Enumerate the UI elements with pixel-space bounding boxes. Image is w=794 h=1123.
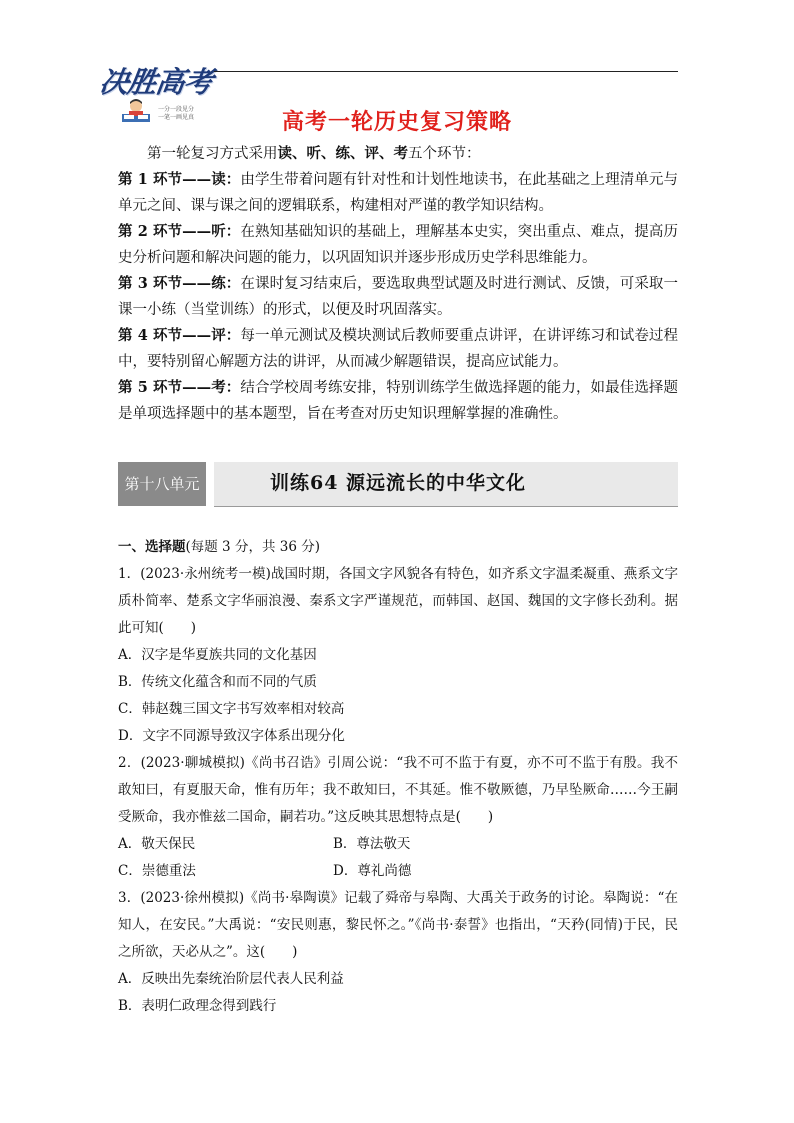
logo-slogan: 一分一段见分 (158, 106, 195, 113)
strategy-intro: 第一轮复习方式采用读、听、练、评、考五个环节： (147, 145, 481, 162)
answer-option: D．尊礼尚德 (333, 863, 412, 879)
answer-option: A．敬天保民 (118, 836, 196, 852)
answer-option: B．尊法敬天 (333, 836, 411, 852)
answer-option: B．表明仁政理念得到践行 (118, 998, 277, 1014)
answer-option: D．文字不同源导致汉字体系出现分化 (118, 728, 345, 744)
logo-text: 决胜高考 (97, 65, 215, 99)
question-stem: 1．(2023·永州统考一模)战国时期，各国文字风貌各有特色，如齐系文字温柔凝重、燕系文字质朴简率、楚系文字华丽浪漫、秦系文字严谨规范，而韩国、赵国、魏国的文字修长劲利。据此可知( ) (118, 566, 678, 636)
header-divider (214, 71, 678, 72)
answer-option: C．韩赵魏三国文字书写效率相对较高 (118, 701, 345, 717)
answer-option: A．反映出先秦统治阶层代表人民利益 (118, 971, 344, 987)
answer-option: C．崇德重法 (118, 863, 196, 879)
answer-option: A．汉字是华夏族共同的文化基因 (118, 647, 317, 663)
unit-title: 训练64 源远流长的中华文化 (270, 472, 527, 494)
question-stem: 2．(2023·聊城模拟)《尚书召诰》引周公说：“我不可不监于有夏，亦不可不监于有殷。我不敢知曰，有夏服天命，惟有历年；我不敢知曰，不其延。惟不敬厥德，乃早坠厥命……今王嗣受厥命，我亦惟兹二国命，嗣若功。”这反映其思想特点是( ) (118, 755, 678, 825)
answer-option: B．传统文化蕴含和而不同的气质 (118, 674, 317, 690)
strategy-step: 第 1 环节——读：由学生带着问题有针对性和计划性地读书，在此基础之上理清单元与单元之间、课与课之间的逻辑联系，构建相对严谨的教学知识结构。 (118, 171, 678, 214)
section-heading: 一、选择题(每题 3 分，共 36 分) (118, 539, 320, 555)
logo-slogan: 一笔一画见真 (158, 114, 195, 121)
unit-header (118, 462, 678, 506)
strategy-step: 第 3 环节——练：在课时复习结束后，要选取典型试题及时进行测试、反馈，可采取一课一小练（当堂训练）的形式，以便及时巩固落实。 (118, 275, 678, 318)
strategy-step: 第 4 环节——评：每一单元测试及模块测试后教师要重点讲评，在讲评练习和试卷过程中，要特别留心解题方法的讲评，从而减少解题错误，提高应试能力。 (118, 327, 678, 370)
question-stem: 3．(2023·徐州模拟)《尚书·皋陶谟》记载了舜帝与皋陶、大禹关于政务的讨论。皋陶说：“在知人，在安民。”大禹说：“安民则惠，黎民怀之。”《尚书·泰誓》也指出，“天矜(同情)于民，民之所欲，天必从之”。这( ) (118, 890, 678, 960)
page-title: 高考一轮历史复习策略 (281, 110, 512, 135)
strategy-step: 第 5 环节——考：结合学校周考练安排，特别训练学生做选择题的能力，如最佳选择题是单项选择题中的基本题型，旨在考查对历史知识理解掌握的准确性。 (118, 379, 678, 422)
strategy-step: 第 2 环节——听：在熟知基础知识的基础上，理解基本史实，突出重点、难点，提高历史分析问题和解决问题的能力，以巩固知识并逐步形成历史学科思维能力。 (118, 223, 678, 266)
unit-label: 第十八单元 (118, 462, 206, 506)
